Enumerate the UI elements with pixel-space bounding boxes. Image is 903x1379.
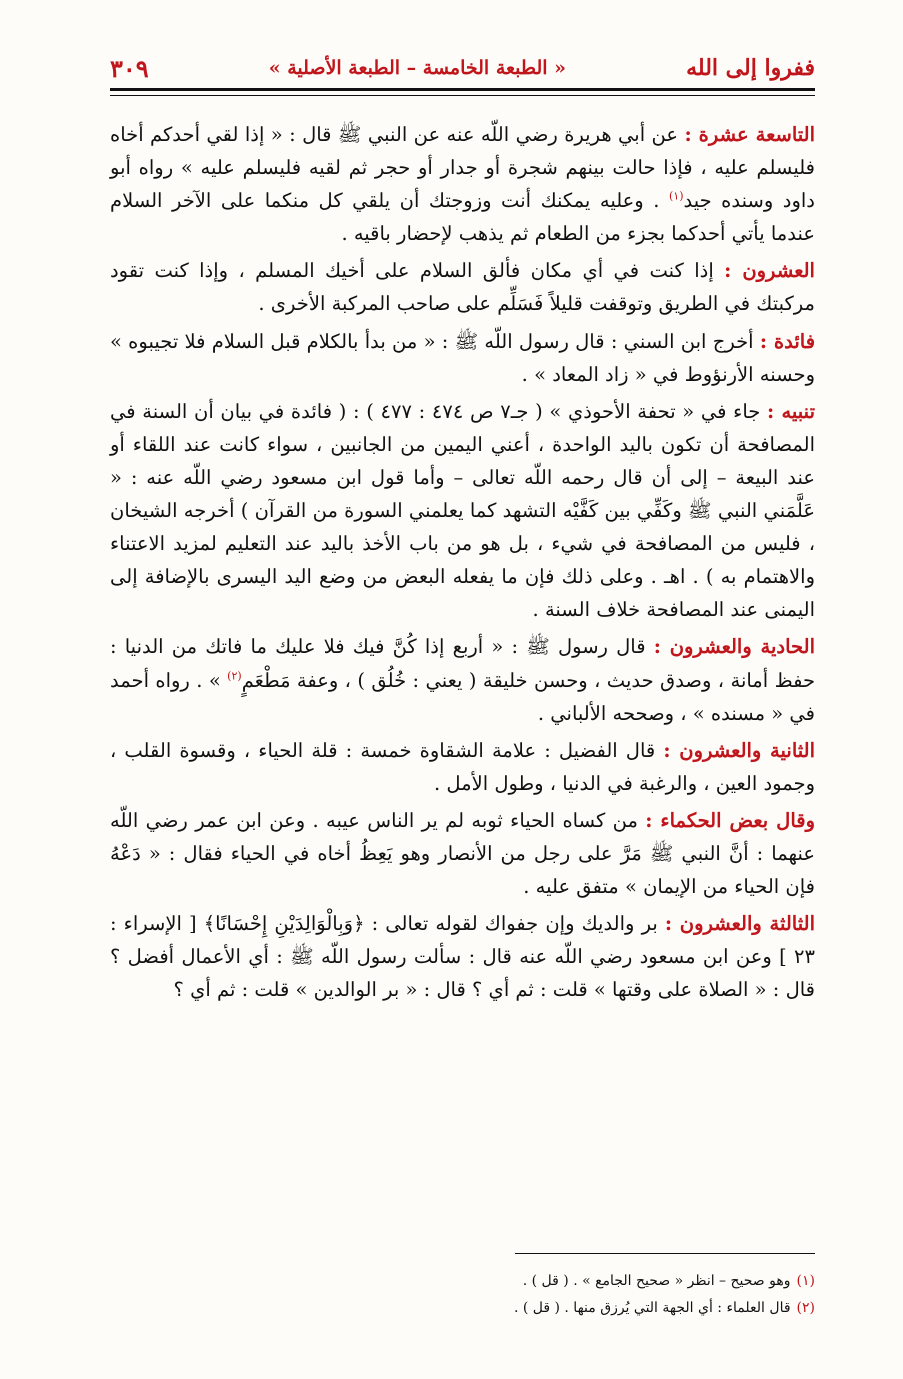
- footnote-text: قال العلماء : أي الجهة التي يُرزق منها . ( قل ) .: [513, 1300, 791, 1316]
- paragraph-text: قال الفضيل : علامة الشقاوة خمسة : قلة الحياء ، وقسوة القلب ، وجمود العين ، والرغبة في الدنيا ، وطول الأمل .: [110, 738, 815, 795]
- footnote-1: [110, 1268, 815, 1295]
- paragraph-text-after: » . رواه أحمد في « مسنده » ، وصححه الألباني .: [110, 668, 815, 725]
- paragraph-22: [110, 734, 815, 800]
- footnote-ref-2[interactable]: (٢): [227, 669, 242, 682]
- footnote-text: وهو صحيح – انظر « صحيح الجامع » . ( قل ) .: [522, 1273, 791, 1289]
- running-header: [110, 52, 815, 84]
- paragraph-label: وقال بعض الحكماء :: [645, 808, 815, 832]
- paragraph-text: أخرج ابن السني : قال رسول اللّه ﷺ : « من بدأ بالكلام قبل السلام فلا تجيبوه » وحسنه الأرنؤوط في « زاد المعاد » .: [110, 329, 815, 386]
- paragraph-wise: [110, 804, 815, 903]
- footnote-divider: [515, 1253, 815, 1254]
- paragraph-text: عن أبي هريرة رضي اللّه عنه عن النبي ﷺ قال : « إذا لقي أحدكم أخاه فليسلم عليه ، فإذا حالت بينهم شجرة أو جدار أو حجر ثم لقيه فليسلم عليه » رواه أبو داود وسنده جيد: [110, 123, 815, 213]
- footnote-2: [110, 1295, 815, 1322]
- page-number: ٣٠٩: [110, 53, 149, 83]
- footnotes: [110, 1268, 815, 1322]
- paragraph-text: قال رسول ﷺ : « أربع إذا كُنَّ فيك فلا عليك ما فاتك من الدنيا : حفظ أمانة ، وصدق حديث ، وحسن خليقة ( يعني : خُلُق ) ، وعفة مَطْعَمٍ: [110, 635, 815, 692]
- paragraph-label: التاسعة عشرة :: [684, 123, 816, 146]
- paragraph-text: بر والديك وإن جفواك لقوله تعالى : ﴿وَبِالْوَالِدَيْنِ إِحْسَانًا﴾ [ الإسراء : ٢٣ ] وعن ابن مسعود رضي اللّه عنه قال : سألت رسول اللّه ﷺ : أي الأعمال أفضل ؟ قال : « الصلاة على وقتها » قلت : ثم أي ؟ قال : « بر الوالدين » قلت : ثم أي ؟: [110, 912, 815, 1002]
- book-title: ففروا إلى الله: [686, 55, 815, 81]
- paragraph-benefit: [110, 325, 815, 391]
- paragraph-text: إذا كنت في أي مكان فألق السلام على أخيك المسلم ، وإذا كنت تقود مركبتك في الطريق وتوقفت قليلاً فَسَلِّم على صاحب المركبة الأخرى .: [110, 259, 815, 316]
- paragraph-text-after: . وعليه يمكنك أنت وزوجتك أن يلقي كل منكما على الآخر السلام عندما يأتي أحدكما بجزء من الطعام ثم يذهب لإحضار باقيه .: [110, 189, 815, 246]
- edition-label: « الطبعة الخامسة – الطبعة الأصلية »: [268, 57, 567, 79]
- paragraph-21: [110, 630, 815, 729]
- paragraph-23: [110, 907, 815, 1006]
- paragraph-20: [110, 254, 815, 320]
- footnote-number: (٢): [796, 1300, 815, 1316]
- paragraph-label: الثالثة والعشرون :: [664, 912, 815, 936]
- paragraph-19: [110, 118, 815, 250]
- footnote-ref-1[interactable]: (١): [668, 189, 684, 203]
- paragraph-label: الحادية والعشرون :: [653, 635, 815, 659]
- paragraph-text: جاء في « تحفة الأحوذي » ( جـ٧ ص ٤٧٤ : ٤٧٧ ) : ( فائدة في بيان أن السنة في المصافحة أن تكون باليد الواحدة ، أعني اليمين من الجانبين ، سواء كانت عند اللقاء أو عند البيعة – إلى أن قال رحمه اللّه تعالى – وأما قول ابن مسعود رضي اللّه عنه : « عَلَّمَني النبي ﷺ وكَفِّي بين كَفَّيْه التشهد كما يعلمني السورة من القرآن ) أخرجه الشيخان ، فليس من المصافحة في شيء ، بل هو من باب الأخذ باليد عند التعليم لمزيد الاعتناء والاهتمام به ) . اهـ . وعلى ذلك فإن ما يفعله البعض من وضع اليد اليسرى بالإضافة إلى اليمنى عند المصافحة خلاف السنة .: [110, 399, 815, 622]
- footnote-number: (١): [796, 1273, 815, 1289]
- paragraph-text: من كساه الحياء ثوبه لم ير الناس عيبه . وعن ابن عمر رضي اللّه عنهما : أنَّ النبي ﷺ مَرَّ على رجل من الأنصار وهو يَعِظُ أخاه في الحياء فقال : « دَعْهُ فإن الحياء من الإيمان » متفق عليه .: [110, 808, 815, 899]
- paragraph-label: تنبيه :: [767, 399, 815, 423]
- header-rule-thin: [110, 95, 815, 96]
- paragraph-note: [110, 395, 815, 627]
- paragraph-label: العشرون :: [724, 259, 815, 283]
- main-text: [110, 118, 815, 1010]
- paragraph-label: فائدة :: [759, 329, 816, 353]
- header-rule-thick: [110, 88, 815, 91]
- paragraph-label: الثانية والعشرون :: [663, 738, 816, 762]
